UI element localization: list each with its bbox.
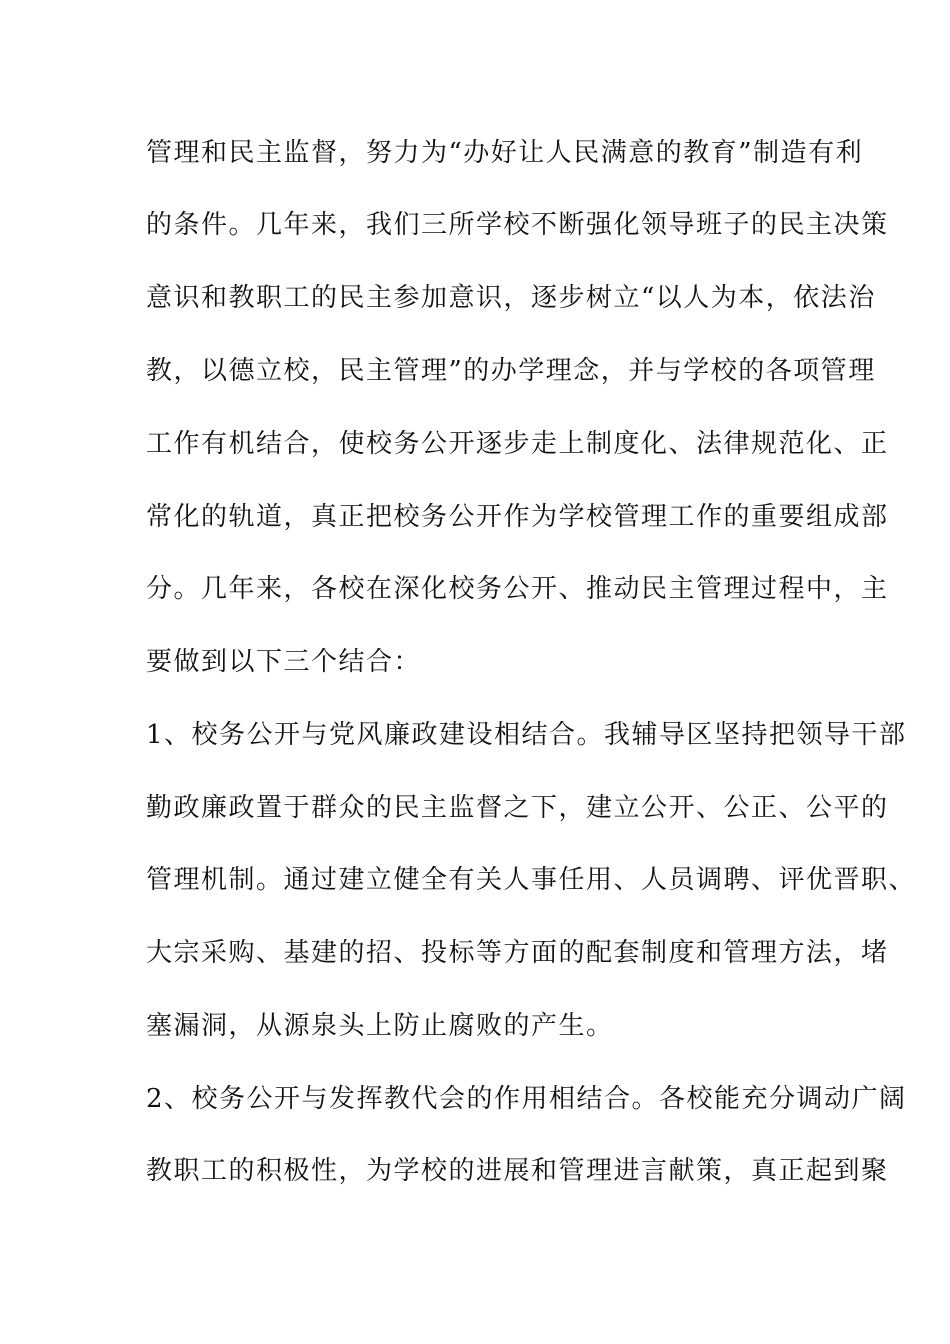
body-text-line: 意识和教职工的民主参加意识，逐步树立“以人为本，依法治	[146, 283, 876, 313]
body-text-line: 要做到以下三个结合：	[146, 647, 422, 677]
body-text-line: 大宗采购、基建的招、投标等方面的配套制度和管理方法，堵	[146, 938, 889, 968]
list-item-1-line: 1、校务公开与党风廉政建设相结合。我辅导区坚持把领导干部	[146, 720, 907, 750]
list-item-2-line: 2、校务公开与发挥教代会的作用相结合。各校能充分调动广阔	[146, 1084, 907, 1114]
body-text-line: 教职工的积极性，为学校的进展和管理进言献策，真正起到聚	[146, 1156, 889, 1186]
body-text-line: 的条件。几年来，我们三所学校不断强化领导班子的民主决策	[146, 210, 889, 240]
body-text-line: 分。几年来，各校在深化校务公开、推动民主管理过程中，主	[146, 574, 889, 604]
body-text-line: 塞漏洞，从源泉头上防止腐败的产生。	[146, 1011, 614, 1041]
body-text-line: 管理和民主监督，努力为“办好让人民满意的教育”制造有利	[146, 138, 864, 168]
body-text-line: 教，以德立校，民主管理”的办学理念，并与学校的各项管理	[146, 356, 876, 386]
body-text-line: 工作有机结合，使校务公开逐步走上制度化、法律规范化、正	[146, 429, 889, 459]
body-text-line: 管理机制。通过建立健全有关人事任用、人员调聘、评优晋职、	[146, 865, 917, 895]
body-text-line: 常化的轨道，真正把校务公开作为学校管理工作的重要组成部	[146, 502, 889, 532]
body-text-line: 勤政廉政置于群众的民主监督之下，建立公开、公正、公平的	[146, 793, 889, 823]
